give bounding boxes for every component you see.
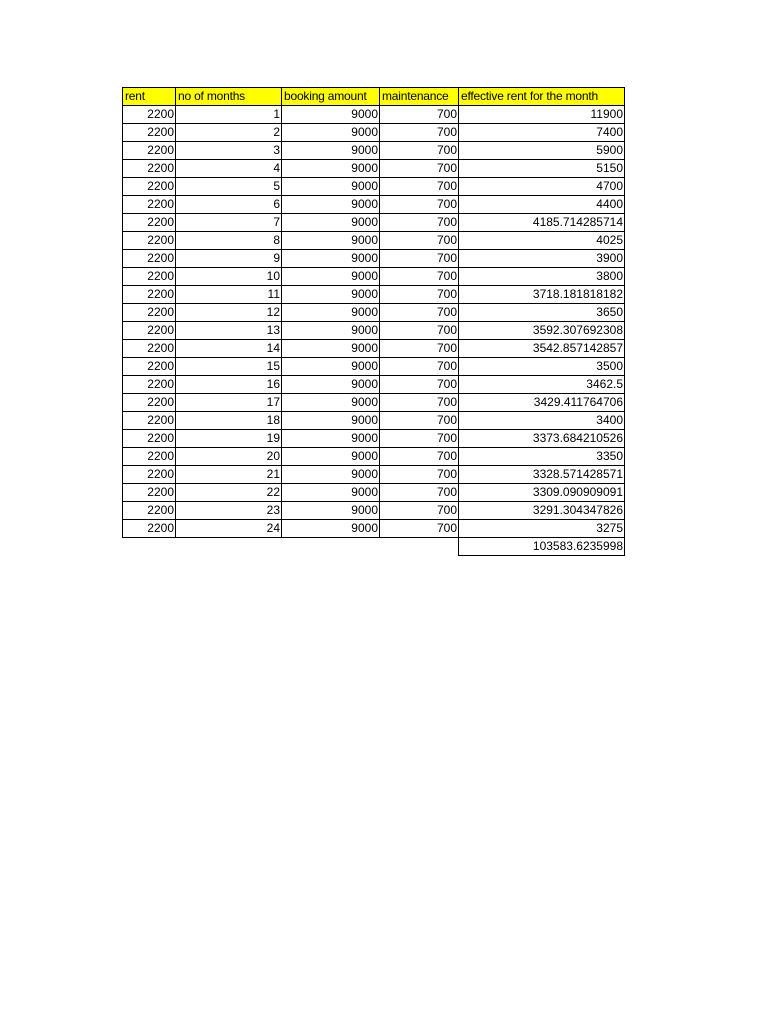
rent-cell[interactable]: 2200 xyxy=(123,340,176,358)
maintenance-cell[interactable]: 700 xyxy=(380,520,459,538)
blank-cell[interactable] xyxy=(176,538,282,556)
booking-amount-cell[interactable]: 9000 xyxy=(282,124,380,142)
booking-amount-cell[interactable]: 9000 xyxy=(282,484,380,502)
rent-cell[interactable]: 2200 xyxy=(123,304,176,322)
booking-amount-cell[interactable]: 9000 xyxy=(282,286,380,304)
effective-rent-cell[interactable]: 3275 xyxy=(459,520,625,538)
months-cell[interactable]: 10 xyxy=(176,268,282,286)
effective-rent-cell[interactable]: 3400 xyxy=(459,412,625,430)
months-cell[interactable]: 7 xyxy=(176,214,282,232)
header-cell-rent[interactable]: rent xyxy=(123,88,176,106)
header-row xyxy=(123,88,625,106)
total-cell[interactable]: 103583.6235998 xyxy=(459,538,625,556)
booking-amount-cell[interactable]: 9000 xyxy=(282,178,380,196)
maintenance-cell[interactable]: 700 xyxy=(380,322,459,340)
booking-amount-cell[interactable]: 9000 xyxy=(282,232,380,250)
effective-rent-cell[interactable]: 4025 xyxy=(459,232,625,250)
rent-cell[interactable]: 2200 xyxy=(123,412,176,430)
effective-rent-cell[interactable]: 3718.181818182 xyxy=(459,286,625,304)
table-row xyxy=(123,322,625,340)
months-cell[interactable]: 1 xyxy=(176,106,282,124)
effective-rent-cell[interactable]: 3592.307692308 xyxy=(459,322,625,340)
months-cell[interactable]: 19 xyxy=(176,430,282,448)
maintenance-cell[interactable]: 700 xyxy=(380,286,459,304)
effective-rent-cell[interactable]: 3542.857142857 xyxy=(459,340,625,358)
rent-cell[interactable]: 2200 xyxy=(123,466,176,484)
table-row xyxy=(123,340,625,358)
rent-cell[interactable]: 2200 xyxy=(123,430,176,448)
maintenance-cell[interactable]: 700 xyxy=(380,232,459,250)
table-row xyxy=(123,376,625,394)
rent-cell[interactable]: 2200 xyxy=(123,286,176,304)
rent-cell[interactable]: 2200 xyxy=(123,142,176,160)
rent-cell[interactable]: 2200 xyxy=(123,448,176,466)
total-row xyxy=(123,538,625,556)
maintenance-cell[interactable]: 700 xyxy=(380,160,459,178)
booking-amount-cell[interactable]: 9000 xyxy=(282,412,380,430)
table-row xyxy=(123,160,625,178)
months-cell[interactable]: 17 xyxy=(176,394,282,412)
rent-cell[interactable]: 2200 xyxy=(123,394,176,412)
maintenance-cell[interactable]: 700 xyxy=(380,304,459,322)
effective-rent-cell[interactable]: 11900 xyxy=(459,106,625,124)
blank-cell[interactable] xyxy=(282,538,380,556)
booking-amount-cell[interactable]: 9000 xyxy=(282,430,380,448)
rent-cell[interactable]: 2200 xyxy=(123,502,176,520)
rent-cell[interactable]: 2200 xyxy=(123,160,176,178)
booking-amount-cell[interactable]: 9000 xyxy=(282,394,380,412)
months-cell[interactable]: 16 xyxy=(176,376,282,394)
maintenance-cell[interactable]: 700 xyxy=(380,484,459,502)
blank-cell[interactable] xyxy=(380,538,459,556)
maintenance-cell[interactable]: 700 xyxy=(380,142,459,160)
effective-rent-cell[interactable]: 3429.411764706 xyxy=(459,394,625,412)
rent-cell[interactable]: 2200 xyxy=(123,268,176,286)
rent-cell[interactable]: 2200 xyxy=(123,106,176,124)
table-row xyxy=(123,214,625,232)
blank-cell[interactable] xyxy=(123,538,176,556)
table-row xyxy=(123,196,625,214)
maintenance-cell[interactable]: 700 xyxy=(380,502,459,520)
booking-amount-cell[interactable]: 9000 xyxy=(282,376,380,394)
booking-amount-cell[interactable]: 9000 xyxy=(282,448,380,466)
maintenance-cell[interactable]: 700 xyxy=(380,448,459,466)
months-cell[interactable]: 20 xyxy=(176,448,282,466)
effective-rent-cell[interactable]: 3373.684210526 xyxy=(459,430,625,448)
booking-amount-cell[interactable]: 9000 xyxy=(282,268,380,286)
months-cell[interactable]: 3 xyxy=(176,142,282,160)
months-cell[interactable]: 13 xyxy=(176,322,282,340)
booking-amount-cell[interactable]: 9000 xyxy=(282,250,380,268)
booking-amount-cell[interactable]: 9000 xyxy=(282,304,380,322)
header-cell-no-of-months[interactable]: no of months xyxy=(176,88,282,106)
months-cell[interactable]: 24 xyxy=(176,520,282,538)
table-row xyxy=(123,484,625,502)
rent-cell[interactable]: 2200 xyxy=(123,322,176,340)
effective-rent-cell[interactable]: 3500 xyxy=(459,358,625,376)
maintenance-cell[interactable]: 700 xyxy=(380,196,459,214)
rent-cell[interactable]: 2200 xyxy=(123,376,176,394)
rent-cell[interactable]: 2200 xyxy=(123,232,176,250)
maintenance-cell[interactable]: 700 xyxy=(380,214,459,232)
booking-amount-cell[interactable]: 9000 xyxy=(282,340,380,358)
effective-rent-cell[interactable]: 4400 xyxy=(459,196,625,214)
months-cell[interactable]: 21 xyxy=(176,466,282,484)
booking-amount-cell[interactable]: 9000 xyxy=(282,502,380,520)
months-cell[interactable]: 23 xyxy=(176,502,282,520)
booking-amount-cell[interactable]: 9000 xyxy=(282,106,380,124)
months-cell[interactable]: 4 xyxy=(176,160,282,178)
rent-cell[interactable]: 2200 xyxy=(123,124,176,142)
table-row xyxy=(123,520,625,538)
months-cell[interactable]: 11 xyxy=(176,286,282,304)
months-cell[interactable]: 18 xyxy=(176,412,282,430)
rent-cell[interactable]: 2200 xyxy=(123,484,176,502)
table-row xyxy=(123,124,625,142)
table-row xyxy=(123,178,625,196)
effective-rent-cell[interactable]: 3291.304347826 xyxy=(459,502,625,520)
maintenance-cell[interactable]: 700 xyxy=(380,394,459,412)
months-cell[interactable]: 15 xyxy=(176,358,282,376)
effective-rent-cell[interactable]: 4700 xyxy=(459,178,625,196)
rent-cell[interactable]: 2200 xyxy=(123,178,176,196)
booking-amount-cell[interactable]: 9000 xyxy=(282,142,380,160)
table-row xyxy=(123,304,625,322)
rent-cell[interactable]: 2200 xyxy=(123,520,176,538)
effective-rent-cell[interactable]: 4185.714285714 xyxy=(459,214,625,232)
effective-rent-cell[interactable]: 3328.571428571 xyxy=(459,466,625,484)
months-cell[interactable]: 9 xyxy=(176,250,282,268)
table-row xyxy=(123,286,625,304)
booking-amount-cell[interactable]: 9000 xyxy=(282,520,380,538)
effective-rent-cell[interactable]: 3462.5 xyxy=(459,376,625,394)
table-row xyxy=(123,232,625,250)
rent-cell[interactable]: 2200 xyxy=(123,214,176,232)
table-row xyxy=(123,412,625,430)
maintenance-cell[interactable]: 700 xyxy=(380,124,459,142)
table-body xyxy=(123,106,625,538)
booking-amount-cell[interactable]: 9000 xyxy=(282,214,380,232)
header-cell-booking-amount[interactable]: booking amount xyxy=(282,88,380,106)
table-row xyxy=(123,430,625,448)
maintenance-cell[interactable]: 700 xyxy=(380,358,459,376)
booking-amount-cell[interactable]: 9000 xyxy=(282,466,380,484)
table-row xyxy=(123,394,625,412)
effective-rent-cell[interactable]: 5900 xyxy=(459,142,625,160)
months-cell[interactable]: 2 xyxy=(176,124,282,142)
table-row xyxy=(123,448,625,466)
booking-amount-cell[interactable]: 9000 xyxy=(282,358,380,376)
maintenance-cell[interactable]: 700 xyxy=(380,466,459,484)
effective-rent-cell[interactable]: 7400 xyxy=(459,124,625,142)
header-cell-maintenance[interactable]: maintenance xyxy=(380,88,459,106)
table-row xyxy=(123,250,625,268)
maintenance-cell[interactable]: 700 xyxy=(380,340,459,358)
booking-amount-cell[interactable]: 9000 xyxy=(282,160,380,178)
maintenance-cell[interactable]: 700 xyxy=(380,376,459,394)
table-row xyxy=(123,466,625,484)
maintenance-cell[interactable]: 700 xyxy=(380,430,459,448)
table-row xyxy=(123,268,625,286)
effective-rent-cell[interactable]: 3350 xyxy=(459,448,625,466)
table-row xyxy=(123,142,625,160)
effective-rent-cell[interactable]: 3800 xyxy=(459,268,625,286)
effective-rent-cell[interactable]: 3900 xyxy=(459,250,625,268)
months-cell[interactable]: 12 xyxy=(176,304,282,322)
effective-rent-cell[interactable]: 5150 xyxy=(459,160,625,178)
maintenance-cell[interactable]: 700 xyxy=(380,250,459,268)
effective-rent-cell[interactable]: 3309.090909091 xyxy=(459,484,625,502)
months-cell[interactable]: 14 xyxy=(176,340,282,358)
rent-cell[interactable]: 2200 xyxy=(123,358,176,376)
rent-cell[interactable]: 2200 xyxy=(123,250,176,268)
rent-cell[interactable]: 2200 xyxy=(123,196,176,214)
maintenance-cell[interactable]: 700 xyxy=(380,268,459,286)
table-row xyxy=(123,358,625,376)
rent-table xyxy=(122,87,625,556)
months-cell[interactable]: 5 xyxy=(176,178,282,196)
months-cell[interactable]: 22 xyxy=(176,484,282,502)
table-row xyxy=(123,502,625,520)
effective-rent-cell[interactable]: 3650 xyxy=(459,304,625,322)
maintenance-cell[interactable]: 700 xyxy=(380,178,459,196)
booking-amount-cell[interactable]: 9000 xyxy=(282,196,380,214)
maintenance-cell[interactable]: 700 xyxy=(380,106,459,124)
months-cell[interactable]: 6 xyxy=(176,196,282,214)
header-cell-effective-rent[interactable]: effective rent for the month xyxy=(459,88,625,106)
months-cell[interactable]: 8 xyxy=(176,232,282,250)
table-row xyxy=(123,106,625,124)
booking-amount-cell[interactable]: 9000 xyxy=(282,322,380,340)
maintenance-cell[interactable]: 700 xyxy=(380,412,459,430)
